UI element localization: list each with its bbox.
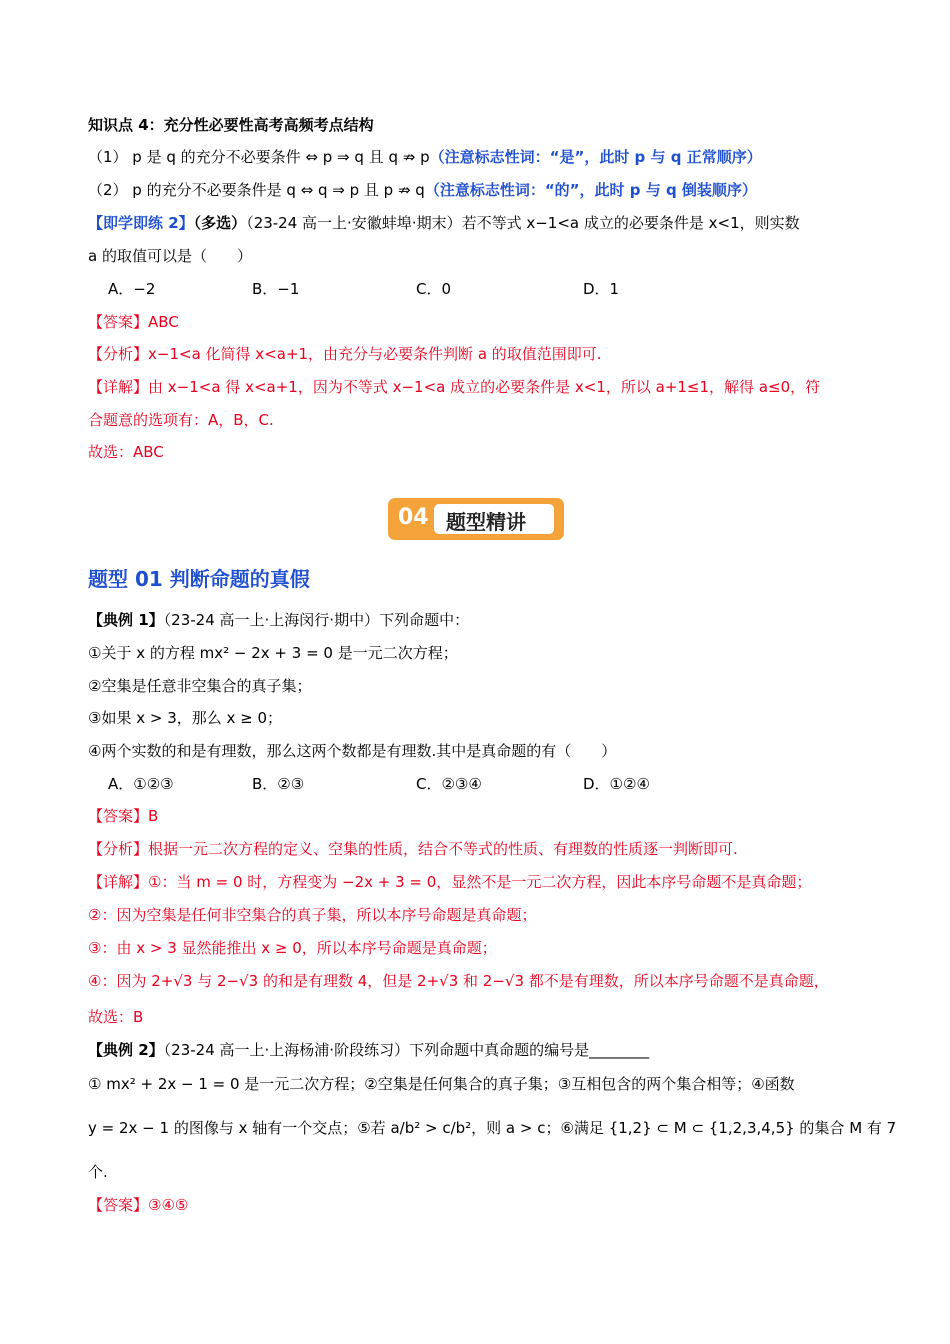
kp4-line1-note: （注意标志性词：“是”，此时 p 与 q 正常顺序） [429, 148, 762, 166]
ex2-option-a: A．−2 [108, 280, 156, 298]
banner-title: 题型精讲 [446, 510, 526, 534]
dl1-option-d: D．①②④ [583, 775, 650, 793]
dl1-detail-3: ③：由 x > 3 显然能推出 x ≥ 0，所以本序号命题是真命题； [88, 939, 497, 957]
dl1-detail-label: 【详解】 [88, 873, 149, 891]
dl1-detail-4: ④：因为 2+√3 与 2−√3 的和是有理数 4，但是 2+√3 和 2−√3 都不是有理数，所以本序号命题不是真命题， [88, 972, 829, 990]
dl2-answer [88, 1195, 188, 1215]
kp4-line2-text: （2） p 的充分不必要条件是 q ⇔ q ⇒ p 且 p ⇏ q [88, 181, 425, 199]
ex2-answer-label: 【答案】 [88, 313, 149, 331]
ex2-analysis [88, 344, 602, 364]
kp4-line1-text: （1） p 是 q 的充分不必要条件 ⇔ p ⇒ q 且 q ⇏ p [88, 148, 430, 166]
ex2-question [88, 213, 800, 233]
dl1-tag: 【典例 1】 [88, 611, 164, 629]
ex2-answer-value: ABC [148, 313, 179, 331]
ex2-option-c: C．0 [416, 280, 452, 298]
ex2-option-d: D．1 [583, 280, 620, 298]
dl1-item-2: ②空集是任意非空集合的真子集； [88, 677, 312, 695]
ex2-analysis-label: 【分析】 [88, 345, 149, 363]
dl1-detail-1 [88, 872, 811, 892]
dl1-detail-1-text: ①：当 m = 0 时，方程变为 −2x + 3 = 0，显然不是一元二次方程，因此本序号命题不是真命题； [148, 873, 812, 891]
ex2-analysis-text: x−1<a 化简得 x<a+1，由充分与必要条件判断 a 的取值范围即可. [148, 345, 602, 363]
section-banner [386, 496, 566, 542]
ex2-question-cont: a 的取值可以是（ ） [88, 247, 252, 265]
dl1-header [88, 610, 469, 630]
dl1-source: （23-24 高一上·上海闵行·期中）下列命题中： [163, 611, 470, 629]
dl1-answer-label: 【答案】 [88, 807, 149, 825]
banner-number: 04 [398, 505, 429, 530]
ex2-detail-label: 【详解】 [88, 378, 149, 396]
ex2-source-question: （23-24 高一上·安徽蚌埠·期末）若不等式 x−1<a 成立的必要条件是 x<1，则实数 [246, 214, 800, 232]
dl1-detail-2: ②：因为空集是任何非空集合的真子集，所以本序号命题是真命题； [88, 906, 537, 924]
dl2-line-1: ① mx² + 2x − 1 = 0 是一元二次方程；②空集是任何集合的真子集；③互相包含的两个集合相等；④函数 [88, 1075, 795, 1093]
dl1-conclusion: 故选：B [88, 1008, 144, 1026]
dl2-source: （23-24 高一上·上海杨浦·阶段练习）下列命题中真命题的编号是________ [163, 1041, 650, 1059]
dl2-answer-label: 【答案】 [88, 1196, 149, 1214]
dl1-item-3: ③如果 x > 3，那么 x ≥ 0； [88, 709, 283, 727]
dl2-line-2: y = 2x − 1 的图像与 x 轴有一个交点；⑤若 a/b² > c/b²，则 a > c；⑥满足 {1,2} ⊂ M ⊂ {1,2,3,4,5} 的集合 M 有 7 [88, 1119, 897, 1137]
section-title: 题型 01 判断命题的真假 [88, 567, 310, 591]
dl1-option-a: A．①②③ [108, 775, 174, 793]
dl1-answer [88, 806, 158, 826]
dl2-line-3: 个. [88, 1163, 108, 1181]
ex2-answer [88, 312, 179, 332]
dl1-analysis [88, 839, 738, 859]
dl1-option-b: B．②③ [252, 775, 305, 793]
kp4-line2-note: （注意标志性词：“的”，此时 p 与 q 倒装顺序） [424, 181, 757, 199]
dl2-header [88, 1040, 649, 1060]
dl1-item-4: ④两个实数的和是有理数，那么这两个数都是有理数.其中是真命题的有（ ） [88, 742, 617, 760]
dl1-option-c: C．②③④ [416, 775, 482, 793]
dl2-tag: 【典例 2】 [88, 1041, 164, 1059]
ex2-detail-text: 由 x−1<a 得 x<a+1，因为不等式 x−1<a 成立的必要条件是 x<1，所以 a+1≤1，解得 a≤0，符 [148, 378, 821, 396]
ex2-tag: 【即学即练 2】 [88, 214, 194, 232]
ex2-detail [88, 377, 820, 397]
dl1-answer-value: B [148, 807, 159, 825]
ex2-conclusion: 故选：ABC [88, 443, 164, 461]
kp4-line2 [88, 180, 757, 200]
dl1-item-1: ①关于 x 的方程 mx² − 2x + 3 = 0 是一元二次方程； [88, 644, 458, 662]
ex2-type: （多选） [193, 214, 247, 232]
kp4-line1 [88, 147, 762, 167]
dl1-analysis-label: 【分析】 [88, 840, 149, 858]
dl1-analysis-text: 根据一元二次方程的定义、空集的性质，结合不等式的性质、有理数的性质逐一判断即可. [148, 840, 738, 858]
ex2-detail-cont: 合题意的选项有：A，B，C. [88, 411, 274, 429]
dl2-answer-value: ③④⑤ [148, 1196, 189, 1214]
kp4-title: 知识点 4：充分性必要性高考高频考点结构 [88, 116, 374, 134]
ex2-option-b: B．−1 [252, 280, 300, 298]
